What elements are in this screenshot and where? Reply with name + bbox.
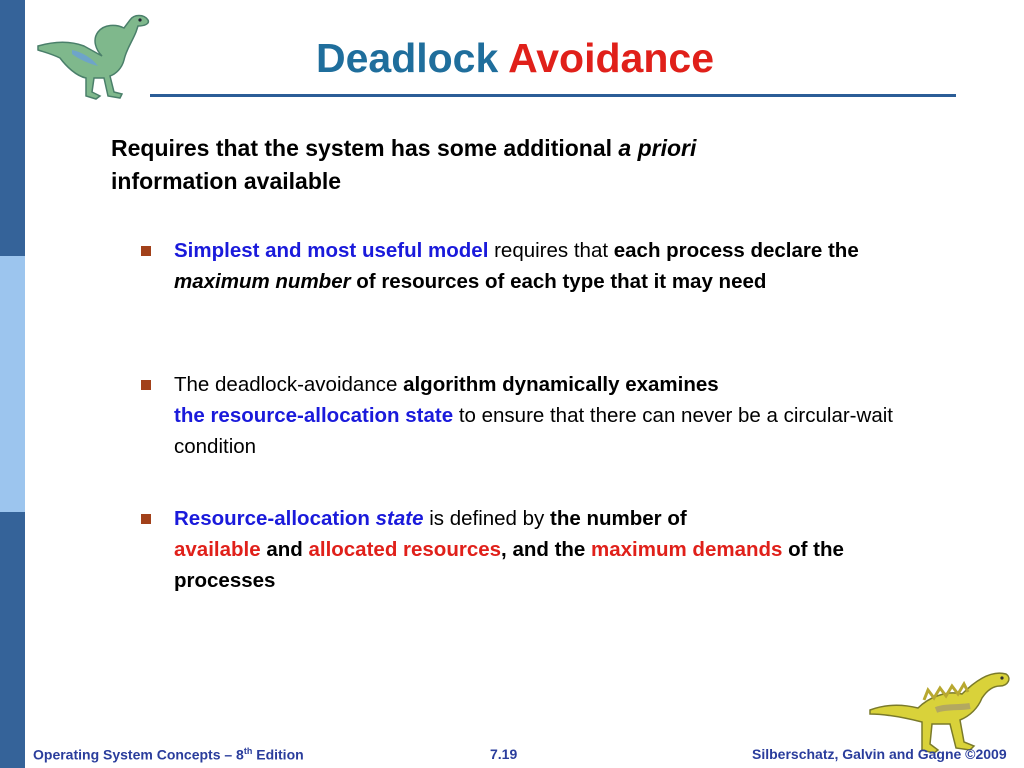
dinosaur-logo-top [32, 6, 156, 102]
footer-page-number: 7.19 [490, 746, 518, 762]
bullet-square-icon [141, 514, 151, 524]
left-color-band [0, 0, 25, 768]
bullet-3-part-10: of the processes [174, 538, 844, 592]
intro-text-1: Requires that the system has some additional [111, 135, 613, 161]
bullet-3-part-7: allocated resources [308, 538, 502, 561]
bullet-2 [174, 369, 894, 462]
bullet-3-part-4: the number of [550, 507, 687, 530]
dinosaur-logo-bottom [866, 660, 1014, 760]
bullet-3-part-8: , and the [501, 538, 592, 561]
bullet-2-part-4: to ensure that there can never be a circular-wait condition [174, 404, 893, 458]
bullet-3-part-5: available [174, 538, 261, 561]
bullet-1-part-1: Simplest and most useful model [174, 239, 489, 262]
bullet-3-part-6: and [260, 538, 309, 561]
band-segment-bottom [0, 512, 25, 768]
bullet-1-part-4: maximum number [174, 270, 351, 293]
intro-italic: a priori [618, 135, 697, 161]
slide-title [150, 36, 880, 81]
footer-authors: Silberschatz, Galvin and Gagne ©2009 [752, 746, 1007, 762]
title-underline [150, 94, 956, 97]
title-part-2: Avoidance [508, 35, 714, 81]
bullet-1-part-3: each process declare the [613, 239, 859, 262]
intro-paragraph [111, 132, 871, 198]
bullet-1-part-2: requires that [488, 239, 614, 262]
footer-left-suffix: Edition [252, 746, 304, 763]
footer-book-title [33, 746, 304, 763]
bullet-1-part-5: of resources of each type that it may need [350, 270, 767, 293]
band-segment-middle [0, 256, 25, 512]
intro-text-2: information available [111, 168, 342, 194]
bullet-square-icon [141, 380, 151, 390]
title-part-1: Deadlock [315, 35, 499, 81]
bullet-3-part-2: state [375, 507, 424, 530]
footer-left-sup: th [243, 746, 253, 756]
bullet-3-part-9: maximum demands [591, 538, 783, 561]
band-segment-top [0, 0, 25, 256]
bullet-2-part-2: algorithm dynamically examines [403, 373, 719, 396]
bullet-square-icon [141, 246, 151, 256]
bullet-2-part-1: The deadlock-avoidance [174, 373, 404, 396]
bullet-1 [174, 235, 894, 297]
bullet-2-part-3: the resource-allocation state [174, 404, 454, 427]
bullet-3-part-1: Resource-allocation [174, 507, 376, 530]
bullet-3 [174, 503, 894, 596]
bullet-3-part-3: is defined by [423, 507, 550, 530]
footer-left-prefix: Operating System Concepts – 8 [33, 746, 244, 763]
